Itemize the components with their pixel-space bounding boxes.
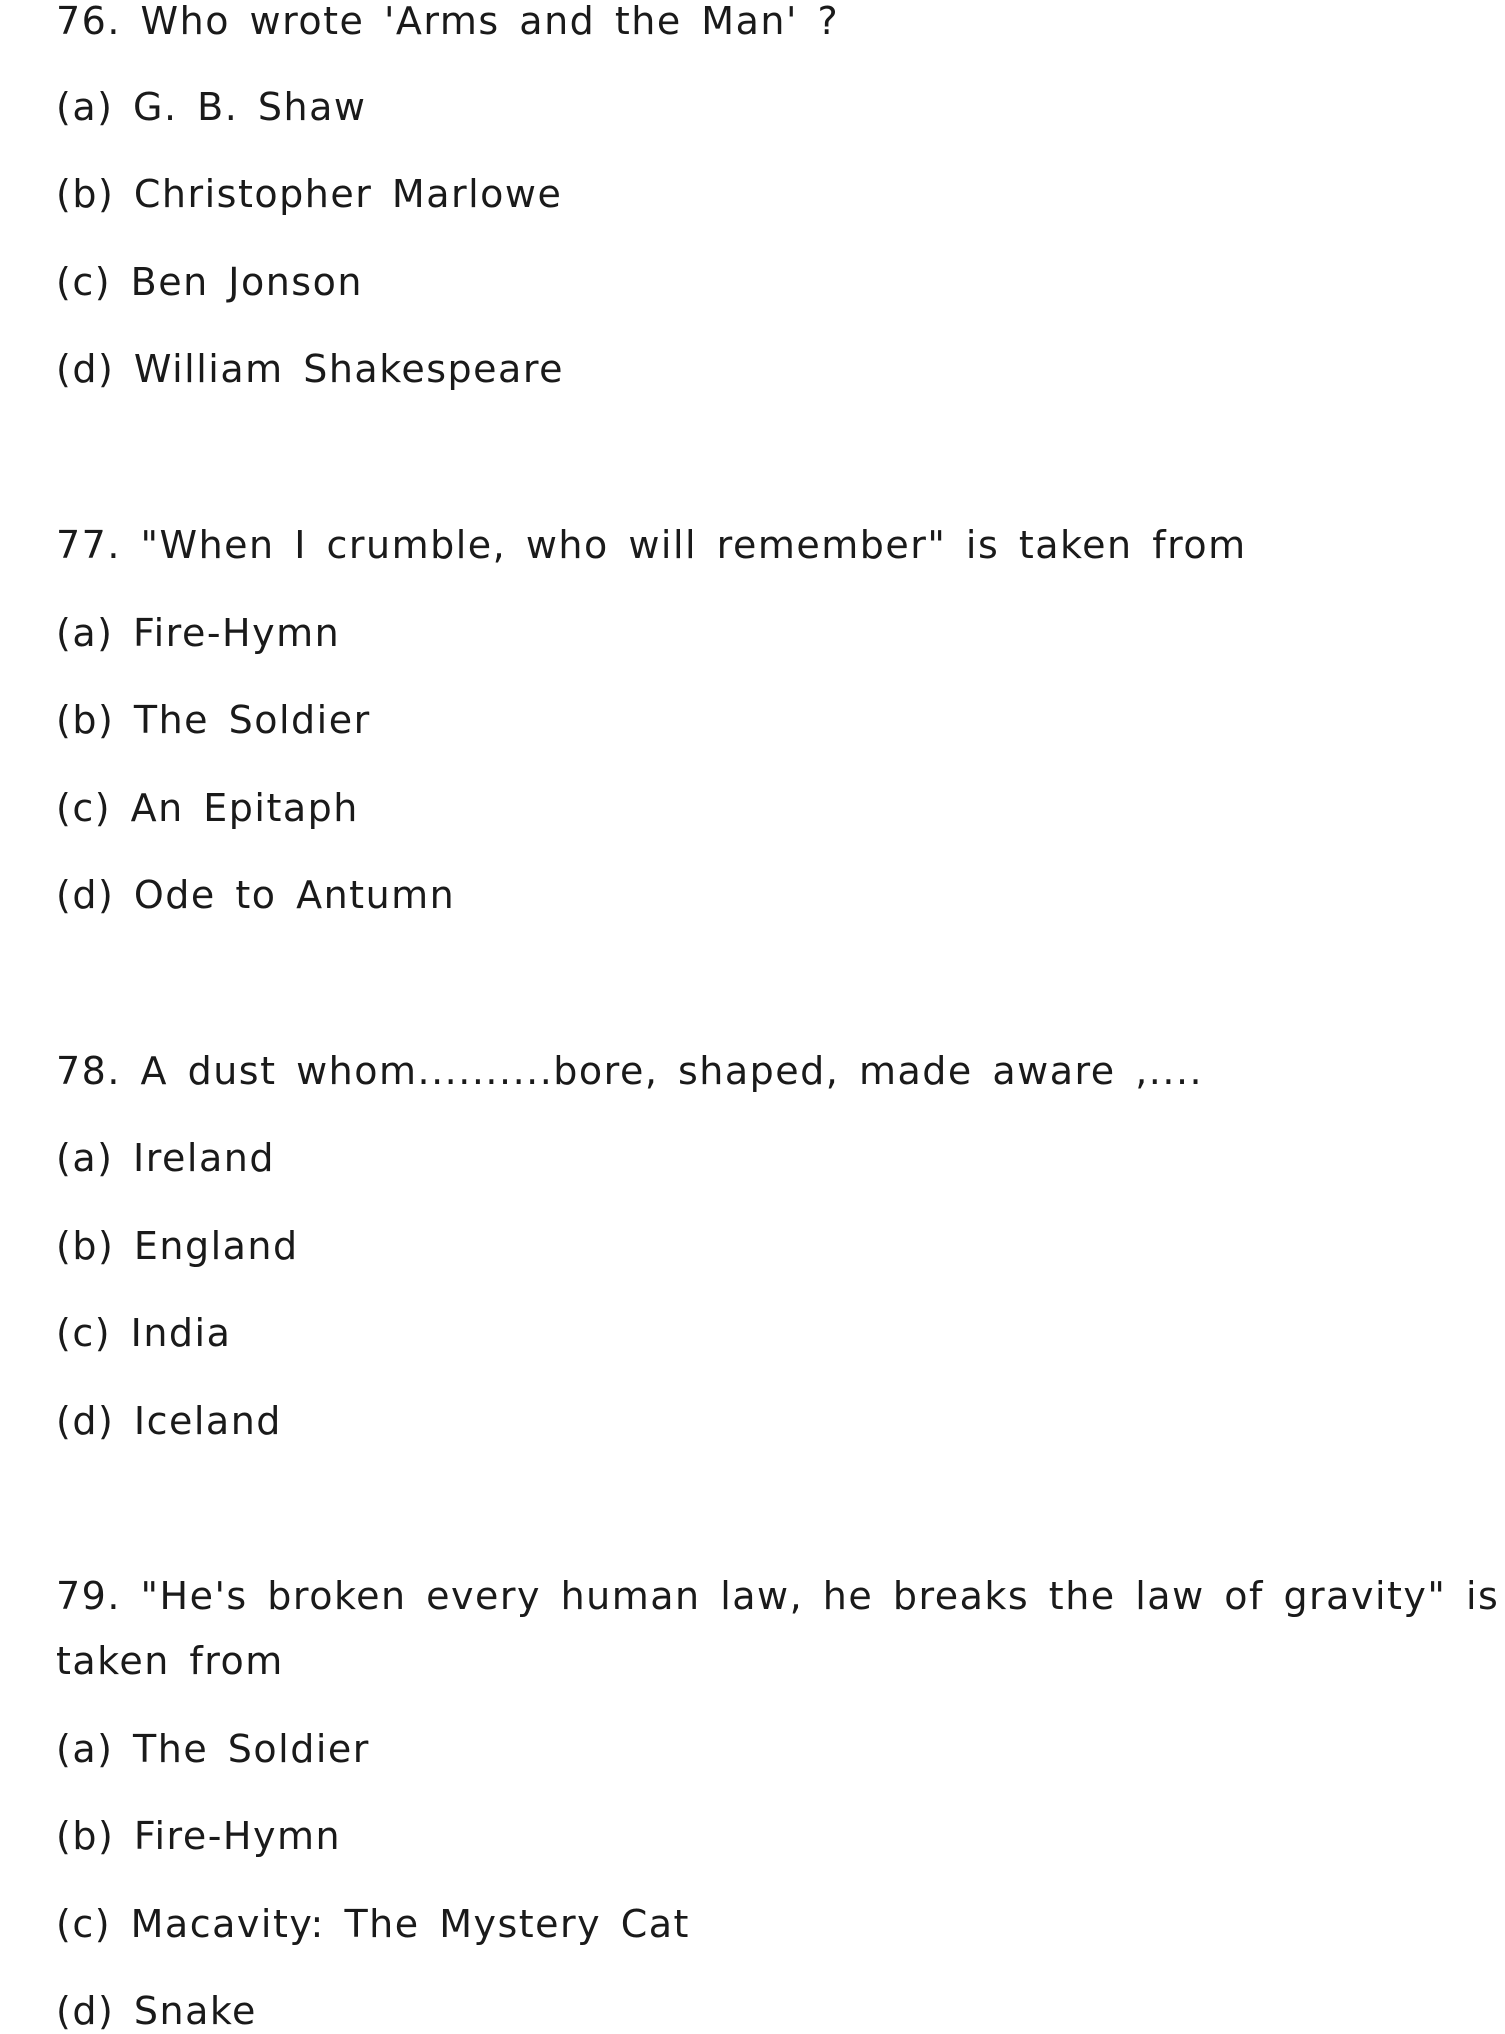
question-text: "When I crumble, who will remember" is taken from	[140, 523, 1247, 567]
option-label: (c)	[56, 1311, 112, 1355]
question-76-option-b	[56, 171, 562, 217]
question-79-stem	[56, 1573, 1499, 1619]
option-label: (b)	[56, 698, 115, 742]
option-text: The Soldier	[133, 698, 371, 742]
option-label: (a)	[56, 611, 114, 655]
question-text: Who wrote 'Arms and the Man' ?	[140, 0, 840, 43]
question-79-option-d	[56, 1988, 257, 2034]
option-text: William Shakespeare	[133, 347, 564, 391]
option-label: (c)	[56, 1902, 112, 1946]
option-text: Macavity: The Mystery Cat	[130, 1902, 690, 1946]
option-text: Ireland	[133, 1136, 275, 1180]
question-78-option-a	[56, 1135, 275, 1181]
question-text: A dust whom..........bore, shaped, made aware ,....	[140, 1049, 1204, 1093]
option-text: England	[133, 1224, 299, 1268]
option-text: Christopher Marlowe	[133, 172, 563, 216]
question-78-stem	[56, 1048, 1203, 1094]
option-text: Ode to Antumn	[133, 873, 456, 917]
option-label: (a)	[56, 1727, 114, 1771]
option-text: Iceland	[133, 1399, 282, 1443]
question-77-option-c	[56, 785, 359, 831]
question-number: 79.	[56, 1574, 121, 1618]
question-78-option-b	[56, 1223, 299, 1269]
question-76-option-c	[56, 259, 363, 305]
option-text: An Epitaph	[130, 786, 359, 830]
option-label: (d)	[56, 1399, 115, 1443]
question-76-stem	[56, 0, 839, 44]
question-79-option-a	[56, 1726, 370, 1772]
question-79-stem-continuation: taken from	[56, 1639, 284, 1683]
option-text: Snake	[133, 1989, 257, 2033]
question-76-option-a	[56, 84, 366, 130]
option-label: (a)	[56, 1136, 114, 1180]
question-number: 78.	[56, 1049, 121, 1093]
question-79-option-c	[56, 1901, 690, 1947]
question-77-stem	[56, 522, 1247, 568]
option-label: (d)	[56, 1989, 115, 2033]
question-79-option-b	[56, 1813, 341, 1859]
option-label: (d)	[56, 873, 115, 917]
option-label: (c)	[56, 786, 112, 830]
question-78-option-c	[56, 1310, 231, 1356]
option-text: The Soldier	[133, 1727, 370, 1771]
option-label: (a)	[56, 85, 114, 129]
option-label: (d)	[56, 347, 115, 391]
question-77-option-d	[56, 872, 455, 918]
option-text: G. B. Shaw	[133, 85, 367, 129]
option-text: Ben Jonson	[130, 260, 363, 304]
option-text: Fire-Hymn	[133, 1814, 342, 1858]
option-label: (c)	[56, 260, 112, 304]
question-number: 76.	[56, 0, 121, 43]
question-77-option-b	[56, 697, 371, 743]
question-78-option-d	[56, 1398, 282, 1444]
question-76-option-d	[56, 346, 564, 392]
option-label: (b)	[56, 172, 115, 216]
option-label: (b)	[56, 1814, 115, 1858]
question-number: 77.	[56, 523, 121, 567]
option-text: India	[130, 1311, 232, 1355]
option-text: Fire-Hymn	[133, 611, 341, 655]
option-label: (b)	[56, 1224, 115, 1268]
question-77-option-a	[56, 610, 340, 656]
question-text: "He's broken every human law, he breaks the law of gravity" is	[140, 1574, 1500, 1618]
